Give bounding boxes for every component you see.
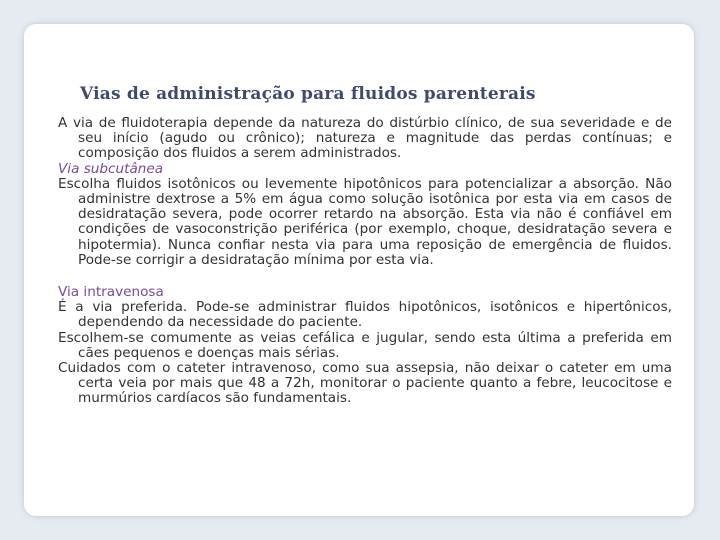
section-heading: Via subcutânea: [58, 160, 164, 177]
section-subcutanea: [58, 162, 672, 268]
section-heading: Via intravenosa: [58, 284, 164, 301]
section-paragraph: Escolha fluidos isotônicos ou levemente hipotônicos para potencializar a absorção. Não administre dextrose a 5% em água como solução isotônica por esta via em casos de desidratação severa, pode ocorrer retardo na absorção. Esta via não é confiável em condições de vasoconstrição periférica (por exemplo, choque, desidratação severa e hipotermia). Nunca confiar nesta via para uma reposição de emergência de fluidos. Pode-se corrigir a desidratação mínima por esta via.: [58, 175, 672, 268]
intro-paragraph: A via de fluidoterapia depende da natureza do distúrbio clínico, de sua severidade e de seu início (agudo ou crônico); natureza e magnitude das perdas contínuas; e composição dos fluidos a serem administrados.: [58, 115, 672, 162]
section-paragraph: Cuidados com o cateter intravenoso, como sua assepsia, não deixar o cateter em uma certa veia por mais que 48 a 72h, monitorar o paciente quanto a febre, leucocitose e murmúrios cardíacos são fundamentais.: [58, 360, 672, 407]
section-paragraph: Escolhem-se comumente as veias cefálica e jugular, sendo esta última a preferida em cães pequenos e doenças mais sérias.: [58, 329, 672, 361]
slide-body: [58, 116, 672, 424]
section-paragraph: É a via preferida. Pode-se administrar fluidos hipotônicos, isotônicos e hipertônicos, dependendo da necessidade do paciente.: [58, 299, 672, 331]
slide-title: Vias de administração para fluidos parenterais: [80, 84, 536, 104]
section-intravenosa: [58, 285, 672, 407]
